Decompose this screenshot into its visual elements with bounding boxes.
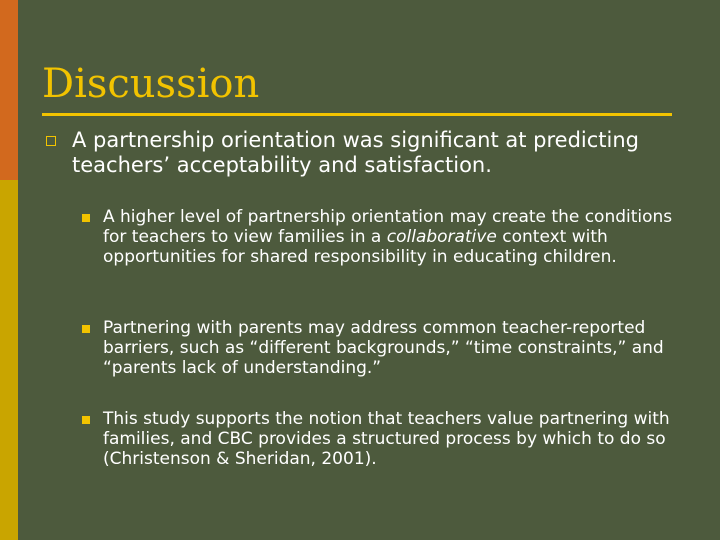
sub-point-1 <box>82 207 682 267</box>
hollow-square-bullet-icon <box>46 136 56 146</box>
title-underline <box>42 113 672 116</box>
accent-bar-bottom <box>0 180 18 540</box>
sub-point-2 <box>82 318 682 378</box>
sub-point-text <box>103 207 688 267</box>
slide-title: Discussion <box>42 61 260 107</box>
main-point: A partnership orientation was significant at predicting teachers’ acceptability and satisfaction. <box>72 128 639 177</box>
square-bullet-icon <box>82 416 90 424</box>
sub-point-text: Partnering with parents may address common teacher-reported barriers, such as “different backgrounds,” “time constraints,” and “parents lack of understanding.” <box>103 318 664 378</box>
square-bullet-icon <box>82 214 90 222</box>
square-bullet-icon <box>82 325 90 333</box>
sub-point-emphasis: collaborative <box>386 227 497 247</box>
sub-point-text: This study supports the notion that teachers value partnering with families, and CBC provides a structured process by which to do so (Christenson & Sheridan, 2001). <box>103 409 670 469</box>
accent-bar-top <box>0 0 18 180</box>
sub-point-3 <box>82 409 682 469</box>
sub-point-text-after: context with opportunities for shared responsibility in educating children. <box>103 227 617 267</box>
sub-point-text-before: A higher level of partnership orientation may create the conditions for teachers to view families in a <box>103 207 673 247</box>
